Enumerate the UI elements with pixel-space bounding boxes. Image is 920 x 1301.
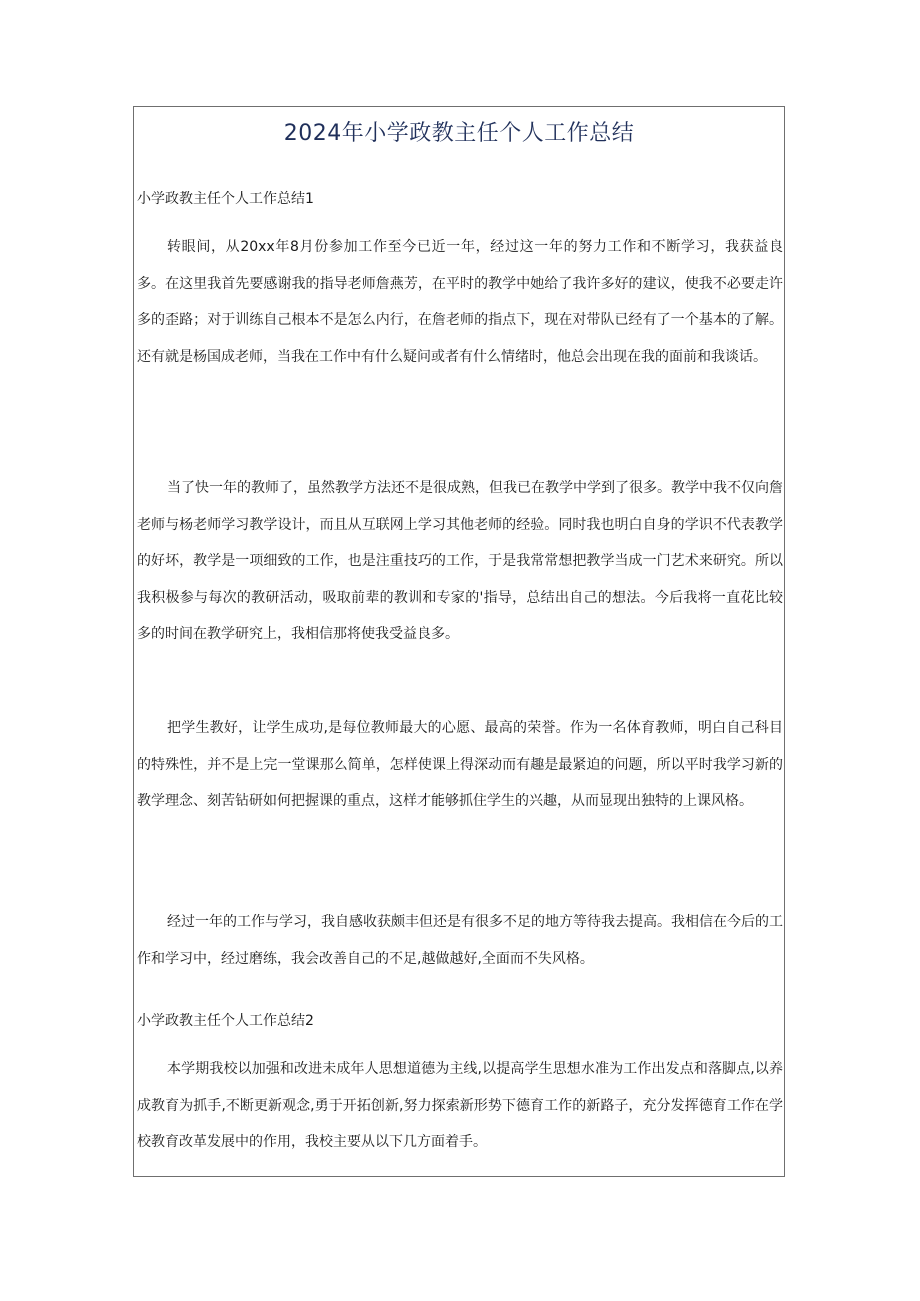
paragraph: 当了快一年的教师了，虽然教学方法还不是很成熟，但我已在教学中学到了很多。教学中我不仅向詹老师与杨老师学习教学设计，而且从互联网上学习其他老师的经验。同时我也明白自身的学识不代表教学的好坏，教学是一项细致的工作，也是注重技巧的工作，于是我常常想把教学当成一门艺术来研究。所以我积极参与每次的教研活动，吸取前辈的教训和专家的'指导，总结出自己的想法。今后我将一直花比较多的时间在教学研究上，我相信那将使我受益良多。: [137, 480, 783, 643]
paragraph: 经过一年的工作与学习，我自感收获颇丰但还是有很多不足的地方等待我去提高。我相信在今后的工作和学习中，经过磨练，我会改善自己的不足,越做越好,全面而不失风格。: [137, 914, 783, 967]
section-heading: 小学政教主任个人工作总结2: [137, 1013, 314, 1029]
document-page: [133, 106, 785, 1177]
paragraph: 本学期我校以加强和改进未成年人思想道德为主线,以提高学生思想水准为工作出发点和落脚点,以养成教育为抓手,不断更新观念,勇于开拓创新,努力探索新形势下德育工作的新路子，充分发挥德育工作在学校教育改革发展中的作用，我校主要从以下几方面着手。: [137, 1061, 783, 1151]
paragraph: 转眼间，从20xx年8月份参加工作至今已近一年，经过这一年的努力工作和不断学习，我获益良多。在这里我首先要感谢我的指导老师詹燕芳，在平时的教学中她给了我许多好的建议，使我不必要走许多的歪路；对于训练自己根本不是怎么内行，在詹老师的指点下，现在对带队已经有了一个基本的了解。还有就是杨国成老师，当我在工作中有什么疑问或者有什么情绪时，他总会出现在我的面前和我谈话。: [137, 239, 783, 365]
document-title: 2024年小学政教主任个人工作总结: [283, 121, 635, 146]
paragraph: 把学生教好，让学生成功,是每位教师最大的心愿、最高的荣誉。作为一名体育教师，明白自己科目的特殊性，并不是上完一堂课那么简单，怎样使课上得深动而有趣是最紧迫的问题，所以平时我学习新的教学理念、刻苦钻研如何把握课的重点，这样才能够抓住学生的兴趣，从而显现出独特的上课风格。: [137, 720, 783, 810]
section-heading: 小学政教主任个人工作总结1: [137, 191, 314, 207]
